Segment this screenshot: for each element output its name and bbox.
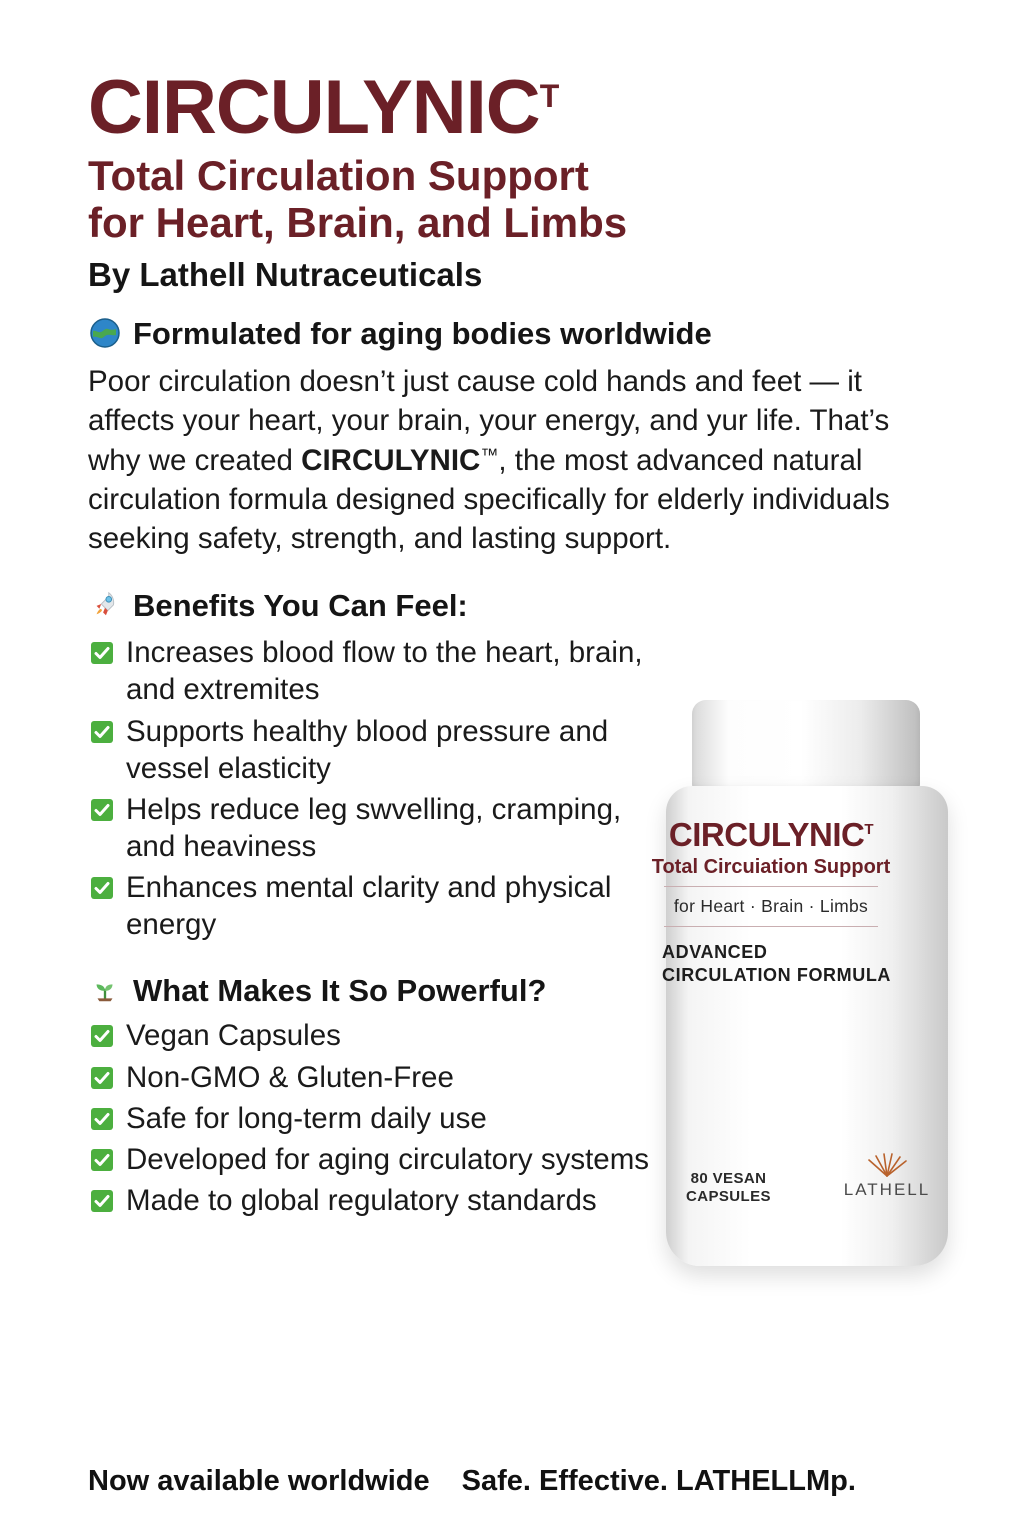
bottle-cap — [692, 700, 920, 792]
globe-icon — [88, 317, 122, 351]
page-subtitle — [88, 152, 964, 246]
subtitle-line-1: Total Circulation Support — [88, 152, 589, 199]
check-icon — [88, 718, 116, 746]
list-item-label: Safe for long-term daily use — [126, 1101, 487, 1135]
bottle-label-divider-bottom — [664, 926, 878, 927]
check-icon — [88, 639, 116, 667]
list-item — [88, 713, 668, 787]
intro-heading — [88, 316, 964, 352]
bottle-label-brand-text: CIRCULYNIC — [668, 816, 865, 853]
bottle-label-divider-top — [664, 886, 878, 887]
check-icon — [88, 1187, 116, 1215]
footer — [88, 1465, 856, 1498]
product-bottle-image — [630, 700, 990, 1280]
subtitle-line-2: for Heart, Brain, and Limbs — [88, 199, 628, 247]
byline: By Lathell Nutraceuticals — [88, 256, 483, 294]
bottle-label-advanced-line1: ADVANCED — [662, 942, 768, 962]
bottle-label — [648, 818, 894, 986]
list-item-label: Supports healthy blood pressure and vessel elasticity — [126, 714, 609, 785]
check-icon — [88, 1022, 116, 1050]
list-item-label: Non-GMO & Gluten-Free — [126, 1060, 454, 1094]
list-item-label: Made to global regulatory standards — [126, 1184, 597, 1218]
sunburst-icon — [857, 1152, 917, 1178]
brand-trademark: T — [539, 78, 560, 114]
bottle-label-subtitle: Total Circuiation Support — [651, 856, 891, 878]
page-title — [88, 65, 964, 150]
check-icon — [88, 874, 116, 902]
bottle-label-advanced-line2: CIRCULATION FORMULA — [662, 964, 892, 985]
bottle-capsule-count-line2: CAPSULES — [686, 1188, 771, 1205]
powerful-heading-label: What Makes It So Powerful? — [133, 973, 547, 1009]
intro-paragraph-brand: CIRCULYNIC — [301, 443, 481, 477]
brand-name: CIRCULYNIC — [88, 65, 540, 150]
benefits-heading-label: Benefits You Can Feel: — [133, 588, 468, 624]
bottle-label-brand — [648, 818, 894, 851]
list-item — [88, 869, 668, 943]
footer-left-text: Now available worldwide — [88, 1465, 430, 1497]
list-item — [88, 791, 668, 865]
list-item-label: Enhances mental clarity and physical energy — [126, 871, 612, 942]
list-item-label: Developed for aging circulatory systems — [126, 1142, 650, 1176]
bottle-brand-logo-text: LATHELL — [843, 1180, 931, 1199]
list-item — [88, 634, 668, 708]
intro-paragraph — [88, 362, 943, 558]
bottle-capsule-count-line1: 80 VESAN — [690, 1170, 767, 1187]
intro-heading-label: Formulated for aging bodies worldwide — [133, 316, 712, 352]
bottle-capsule-count — [686, 1170, 771, 1206]
intro-paragraph-brand-tm: ™ — [480, 444, 499, 465]
check-icon — [88, 1064, 116, 1092]
seedling-icon — [88, 974, 122, 1008]
bottle-label-advanced — [648, 941, 894, 986]
check-icon — [88, 1105, 116, 1133]
list-item-label: Increases blood flow to the heart, brain, and extremites — [126, 636, 643, 707]
check-icon — [88, 796, 116, 824]
check-icon — [88, 1146, 116, 1174]
bottle-brand-logo — [842, 1152, 932, 1200]
intro-paragraph-part1: Poor circulation doesn’t just cause cold hands and feet — it affects your heart, your brain, your energy, and yur life. That’s why we created — [88, 365, 890, 477]
benefits-list — [88, 634, 668, 943]
intro-paragraph-part2: , the most advanced natural circulation formula designed specifically for elderly individuals seeking safety, strength, and lasting support. — [88, 443, 890, 555]
benefits-heading — [88, 588, 964, 624]
bottle-label-brand-tm: T — [864, 821, 874, 838]
list-item-label: Helps reduce leg swvelling, cramping, and heaviness — [126, 792, 622, 864]
list-item-label: Vegan Capsules — [126, 1019, 341, 1053]
rocket-icon — [88, 589, 122, 623]
footer-right-text: Safe. Effective. LATHELLMp. — [461, 1465, 856, 1497]
bottle-label-parts: for Heart · Brain · Limbs — [673, 896, 869, 916]
